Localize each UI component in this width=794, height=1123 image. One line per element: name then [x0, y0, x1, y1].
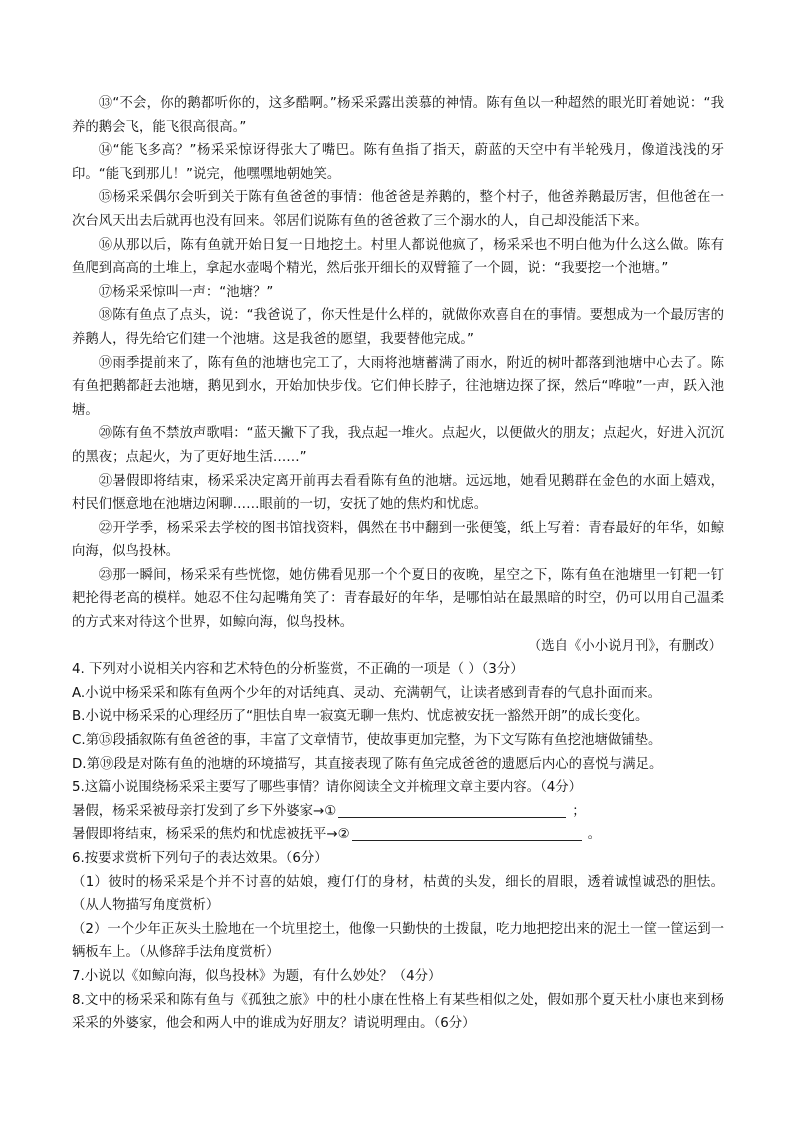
- question-5-line-2-prefix: 暑假即将结束，杨采采的焦灼和忧虑被抚平→②: [72, 827, 350, 843]
- source-citation: （选自《小小说月刊》，有删改）: [527, 638, 722, 654]
- question-4-option-d: D.第⑲段是对陈有鱼的池塘的环境描写，其直接表现了陈有鱼完成爸爸的遗愿后内心的喜悦与满足。: [72, 756, 663, 772]
- paragraph-23: ㉓那一瞬间，杨采采有些恍惚，她仿佛看见那一个个夏日的夜晚，星空之下，陈有鱼在池塘里一钉耙一钉耙抡得老高的模样。她忍不住勾起嘴角笑了：青春最好的年华，是哪怕站在最黑暗的时空，仍可以用自己温柔的方式来对待这个世界，如鲸向海，似鸟投林。: [72, 567, 724, 631]
- paragraph-20: ⑳陈有鱼不禁放声歌唱：“蓝天撇下了我，我点起一堆火。点起火，以便做火的朋友；点起火，好进入沉沉的黑夜；点起火，为了更好地生活……”: [72, 426, 724, 465]
- question-6-stem: 6.按要求赏析下列句子的表达效果。（6分）: [72, 851, 328, 866]
- paragraph-18: ⑱陈有鱼点了点头，说：“我爸说了，你天性是什么样的，就做你欢喜自在的事情。要想成为一个最厉害的养鹅人，得先给它们建一个池塘。这是我爸的愿望，我要替他完成。”: [72, 308, 724, 347]
- question-5-stem: 5.这篇小说围绕杨采采主要写了哪些事情？请你阅读全文并梳理文章主要内容。（4分）: [72, 780, 583, 796]
- paragraph-15: ⑮杨采采偶尔会听到关于陈有鱼爸爸的事情：他爸爸是养鹅的，整个村子，他爸养鹅最厉害，但他爸在一次台风天出去后就再也没有回来。邻居们说陈有鱼的爸爸救了三个溺水的人，自己却没能活下来。: [72, 190, 724, 229]
- question-5-line-1-suffix: ；: [572, 803, 586, 819]
- paragraph-13: ⑬“不会，你的鹅都听你的，这多酷啊。”杨采采露出羡慕的神情。陈有鱼以一种超然的眼光盯着她说：“我养的鹅会飞，能飞很高很高。”: [72, 96, 724, 135]
- paragraph-22: ㉒开学季，杨采采去学校的图书馆找资料，偶然在书中翻到一张便笺，纸上写着：青春最好的年华，如鲸向海，似鸟投林。: [72, 520, 724, 560]
- question-4-option-b: B.小说中杨采采的心理经历了“胆怯自卑一寂寞无聊一焦灼、忧虑被安抚一豁然开朗”的成长变化。: [72, 709, 649, 725]
- question-5-line-2: [72, 823, 724, 847]
- question-5-line-1-prefix: 暑假，杨采采被母亲打发到了乡下外婆家→①: [72, 803, 337, 819]
- question-5-line-1: [72, 800, 724, 824]
- paragraph-14: ⑭“能飞多高？”杨采采惊讶得张大了嘴巴。陈有鱼指了指天，蔚蓝的天空中有半轮残月，像道浅浅的牙印。“能飞到那儿！”说完，他嘿嘿地朝她笑。: [72, 143, 724, 182]
- paragraph-21: ㉑暑假即将结束，杨采采决定离开前再去看看陈有鱼的池塘。远远地，她看见鹅群在金色的水面上嬉戏，村民们惬意地在池塘边闲聊……眼前的一切，安抚了她的焦灼和忧虑。: [72, 473, 724, 513]
- document-page: [72, 92, 724, 1036]
- answer-blank-1[interactable]: [338, 802, 566, 818]
- question-6-item-2: （2）一个少年正灰头土脸地在一个坑里挖土，他像一只勤快的土拨鼠，吃力地把挖出来的泥土一筐一筐运到一辆板车上。（从修辞手法角度赏析）: [72, 921, 724, 961]
- paragraph-19: ⑲雨季提前来了，陈有鱼的池塘也完工了，大雨将池塘蓄满了雨水，附近的树叶都落到池塘中心去了。陈有鱼把鹅都赶去池塘，鹅见到水，开始加快步伐。它们伸长脖子，往池塘边探了探，然后“哗啦”一声，跃入池塘。: [72, 355, 724, 418]
- question-8-stem: 8.文中的杨采采和陈有鱼与《孤独之旅》中的杜小康在性格上有某些相似之处，假如那个夏天杜小康也来到杨采采的外婆家，他会和两人中的谁成为好朋友？请说明理由。（6分）: [72, 992, 724, 1032]
- question-4-stem: 4. 下列对小说相关内容和艺术特色的分析鉴赏，不正确的一项是（ ）（3分）: [72, 662, 524, 678]
- question-6-item-1: （1）彼时的杨采采是个并不讨喜的姑娘，瘦仃仃的身材，枯黄的头发，细长的眉眼，透着诚惶诚恐的胆怯。（从人物描写角度赏析）: [72, 874, 724, 914]
- answer-blank-2[interactable]: [352, 825, 582, 841]
- paragraph-16: ⑯从那以后，陈有鱼就开始日复一日地挖土。村里人都说他疯了，杨采采也不明白他为什么这么做。陈有鱼爬到高高的土堆上，拿起水壶喝个精光，然后张开细长的双臂箍了一个圆，说：“我要挖一个池塘。”: [72, 237, 724, 277]
- question-4-option-c: C.第⑮段插叙陈有鱼爸爸的事，丰富了文章情节，使故事更加完整，为下文写陈有鱼挖池塘做铺垫。: [72, 733, 662, 749]
- paragraph-17: ⑰杨采采惊叫一声：“池塘？”: [98, 284, 274, 300]
- question-7-stem: 7.小说以《如鲸向海，似鸟投林》为题，有什么妙处？（4分）: [72, 968, 442, 984]
- question-4-option-a: A.小说中杨采采和陈有鱼两个少年的对话纯真、灵动、充满朝气，让读者感到青春的气息扑面而来。: [72, 685, 661, 701]
- question-5-line-2-suffix: 。: [587, 827, 602, 843]
